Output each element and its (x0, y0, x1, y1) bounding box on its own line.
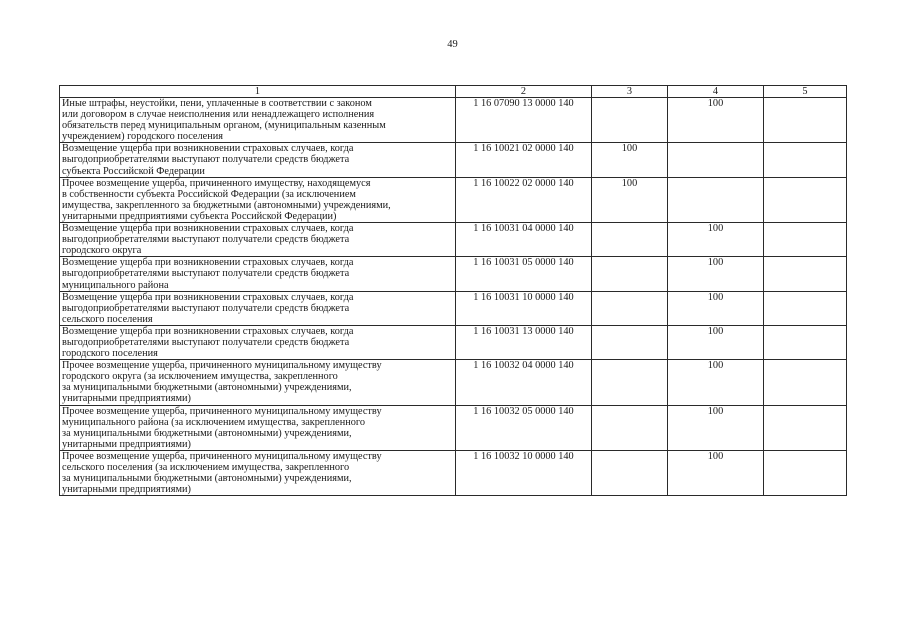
row-value-col4: 100 (668, 360, 764, 405)
row-value-col5 (764, 360, 847, 405)
row-description: Прочее возмещение ущерба, причиненного имуществу, находящемуся в собственности субъекта Российской Федерации (за исключением имущества, закрепленного за бюджетными (автономными) учреждениями, унитарными предприятиями субъекта Российской Федерации) (60, 177, 456, 222)
row-value-col3 (592, 291, 668, 325)
row-budget-code: 1 16 10021 02 0000 140 (456, 143, 592, 177)
row-budget-code: 1 16 10031 05 0000 140 (456, 257, 592, 291)
header-cell-2: 2 (456, 86, 592, 98)
row-value-col5 (764, 143, 847, 177)
row-value-col5 (764, 450, 847, 495)
table-row (60, 325, 847, 359)
row-value-col3 (592, 223, 668, 257)
row-description: Прочее возмещение ущерба, причиненного муниципальному имуществу городского округа (за исключением имущества, закрепленного за муниципальными бюджетными (автономными) учреждениями, унитарными предприятиями) (60, 360, 456, 405)
row-value-col4: 100 (668, 223, 764, 257)
row-value-col5 (764, 291, 847, 325)
budget-table (59, 85, 847, 496)
row-value-col3 (592, 98, 668, 143)
row-value-col5 (764, 177, 847, 222)
row-description: Возмещение ущерба при возникновении страховых случаев, когда выгодоприобретателями выступают получатели средств бюджета муниципального района (60, 257, 456, 291)
table-header-row (60, 86, 847, 98)
budget-table-body (60, 86, 847, 496)
row-value-col3 (592, 257, 668, 291)
row-value-col4: 100 (668, 450, 764, 495)
header-cell-3: 3 (592, 86, 668, 98)
row-budget-code: 1 16 10031 04 0000 140 (456, 223, 592, 257)
row-budget-code: 1 16 10032 05 0000 140 (456, 405, 592, 450)
table-row (60, 257, 847, 291)
row-description: Возмещение ущерба при возникновении страховых случаев, когда выгодоприобретателями выступают получатели средств бюджета сельского поселения (60, 291, 456, 325)
row-budget-code: 1 16 10031 10 0000 140 (456, 291, 592, 325)
table-row (60, 98, 847, 143)
row-value-col4: 100 (668, 325, 764, 359)
row-value-col3 (592, 325, 668, 359)
row-description: Прочее возмещение ущерба, причиненного муниципальному имуществу сельского поселения (за исключением имущества, закрепленного за муниципальными бюджетными (автономными) учреждениями, унитарными предприятиями) (60, 450, 456, 495)
row-value-col4 (668, 143, 764, 177)
page-number: 49 (447, 39, 458, 50)
row-budget-code: 1 16 10032 04 0000 140 (456, 360, 592, 405)
table-row (60, 177, 847, 222)
row-value-col4: 100 (668, 405, 764, 450)
row-description: Возмещение ущерба при возникновении страховых случаев, когда выгодоприобретателями выступают получатели средств бюджета городского поселения (60, 325, 456, 359)
row-value-col3: 100 (592, 143, 668, 177)
row-value-col3: 100 (592, 177, 668, 222)
table-row (60, 450, 847, 495)
row-value-col4 (668, 177, 764, 222)
row-budget-code: 1 16 07090 13 0000 140 (456, 98, 592, 143)
table-row (60, 360, 847, 405)
header-cell-4: 4 (668, 86, 764, 98)
header-cell-1: 1 (60, 86, 456, 98)
row-description: Возмещение ущерба при возникновении страховых случаев, когда выгодоприобретателями выступают получатели средств бюджета субъекта Российской Федерации (60, 143, 456, 177)
row-value-col5 (764, 405, 847, 450)
row-value-col5 (764, 257, 847, 291)
table-row (60, 223, 847, 257)
row-value-col3 (592, 450, 668, 495)
table-row (60, 143, 847, 177)
header-cell-5: 5 (764, 86, 847, 98)
row-value-col5 (764, 223, 847, 257)
row-description: Возмещение ущерба при возникновении страховых случаев, когда выгодоприобретателями выступают получатели средств бюджета городского округа (60, 223, 456, 257)
row-value-col3 (592, 360, 668, 405)
row-budget-code: 1 16 10031 13 0000 140 (456, 325, 592, 359)
row-value-col5 (764, 98, 847, 143)
row-value-col5 (764, 325, 847, 359)
row-value-col4: 100 (668, 291, 764, 325)
row-value-col3 (592, 405, 668, 450)
row-description: Прочее возмещение ущерба, причиненного муниципальному имуществу муниципального района (за исключением имущества, закрепленного за муниципальными бюджетными (автономными) учреждениями, унитарными предприятиями) (60, 405, 456, 450)
row-value-col4: 100 (668, 257, 764, 291)
row-budget-code: 1 16 10022 02 0000 140 (456, 177, 592, 222)
row-description: Иные штрафы, неустойки, пени, уплаченные в соответствии с законом или договором в случае неисполнения или ненадлежащего исполнения обязательств перед муниципальным органом, (муниципальным казенным учреждением) городского поселения (60, 98, 456, 143)
table-row (60, 291, 847, 325)
row-value-col4: 100 (668, 98, 764, 143)
table-row (60, 405, 847, 450)
row-budget-code: 1 16 10032 10 0000 140 (456, 450, 592, 495)
